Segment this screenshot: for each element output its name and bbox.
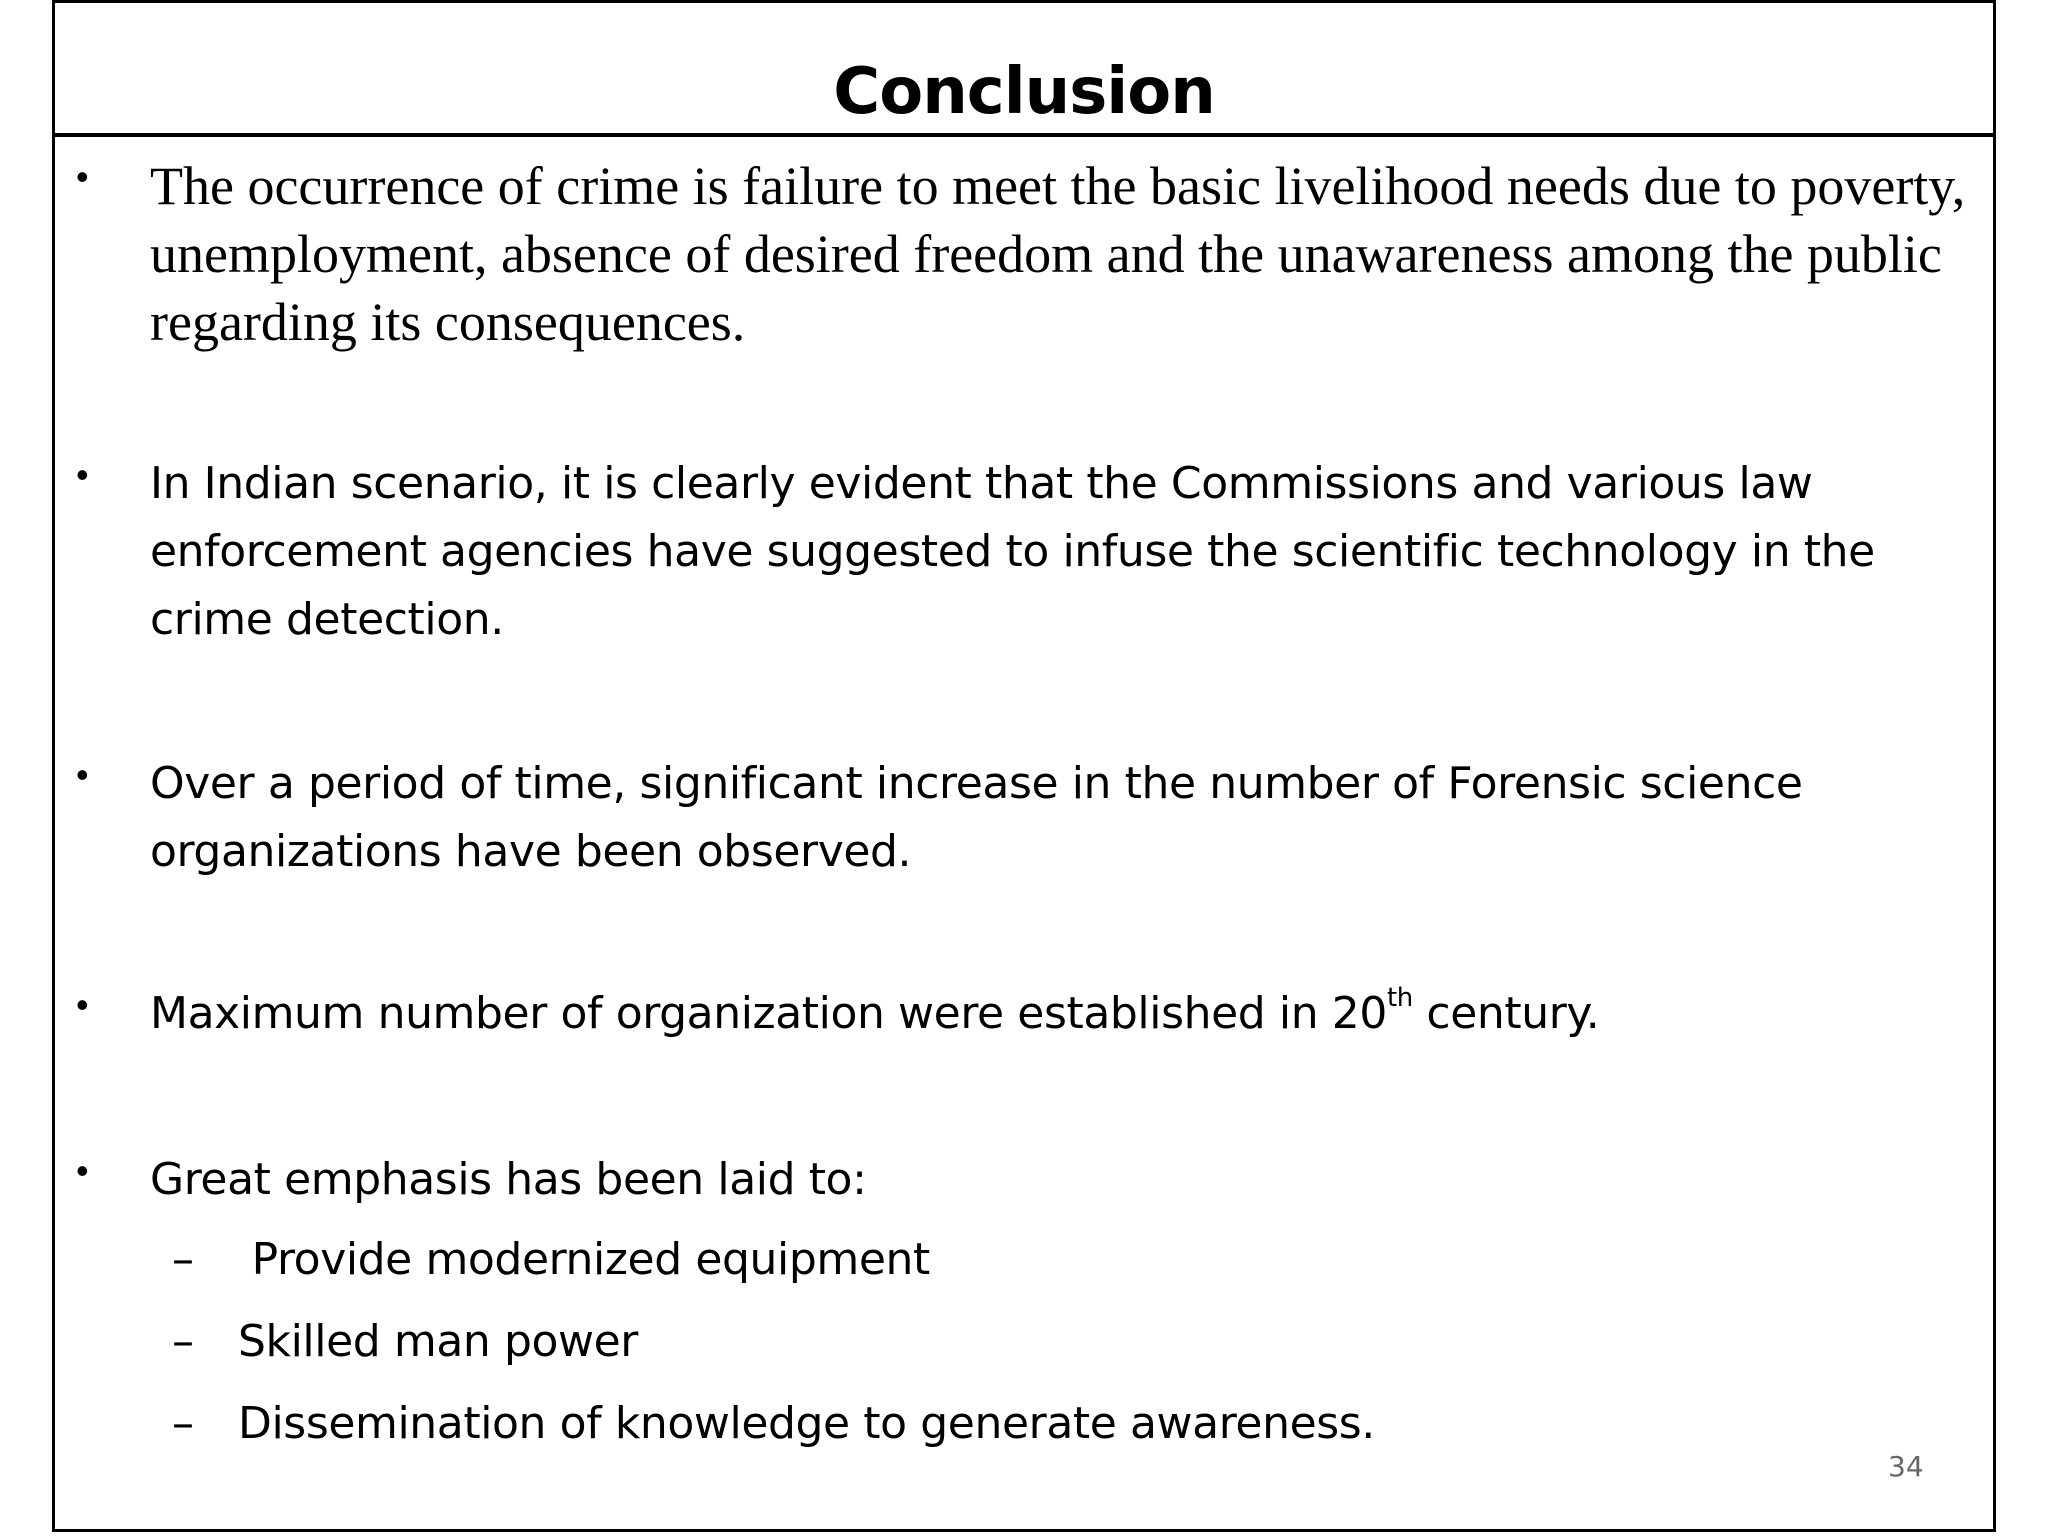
bullet-text: The occurrence of crime is failure to meet the basic livelihood needs due to poverty, unemployment, absence of desired freedom and the unawareness among the public regarding its consequences.: [150, 156, 1966, 352]
dash-icon: –: [172, 1398, 194, 1449]
sub-item-text: Provide modernized equipment: [238, 1234, 930, 1285]
bullet-text: Over a period of time, significant increase in the number of Forensic science organizations have been observed.: [150, 758, 1803, 877]
bullet-icon: •: [76, 156, 89, 197]
bullet-icon: •: [76, 984, 89, 1025]
dash-icon: –: [172, 1316, 194, 1367]
bullet-text-end: century.: [1412, 988, 1600, 1039]
ordinal-superscript: th: [1386, 983, 1413, 1013]
sub-item-text: Dissemination of knowledge to generate awareness.: [238, 1398, 1375, 1449]
title-divider: [52, 133, 1996, 137]
bullet-icon: •: [76, 454, 89, 495]
dash-icon: –: [172, 1234, 194, 1285]
bullet-text-main: Maximum number of organization were established in 20: [150, 988, 1387, 1039]
bullet-text: In Indian scenario, it is clearly evident that the Commissions and various law enforcement agencies have suggested to infuse the scientific technology in the crime detection.: [150, 458, 1875, 645]
bullet-text: Great emphasis has been laid to:: [150, 1154, 867, 1205]
slide-title: Conclusion: [833, 55, 1215, 129]
bullet-icon: •: [76, 754, 89, 795]
sub-item-text: Skilled man power: [238, 1316, 638, 1367]
bullet-text: [150, 980, 2008, 1048]
bullet-icon: •: [76, 1150, 89, 1191]
page-number: 34: [1888, 1450, 1924, 1483]
